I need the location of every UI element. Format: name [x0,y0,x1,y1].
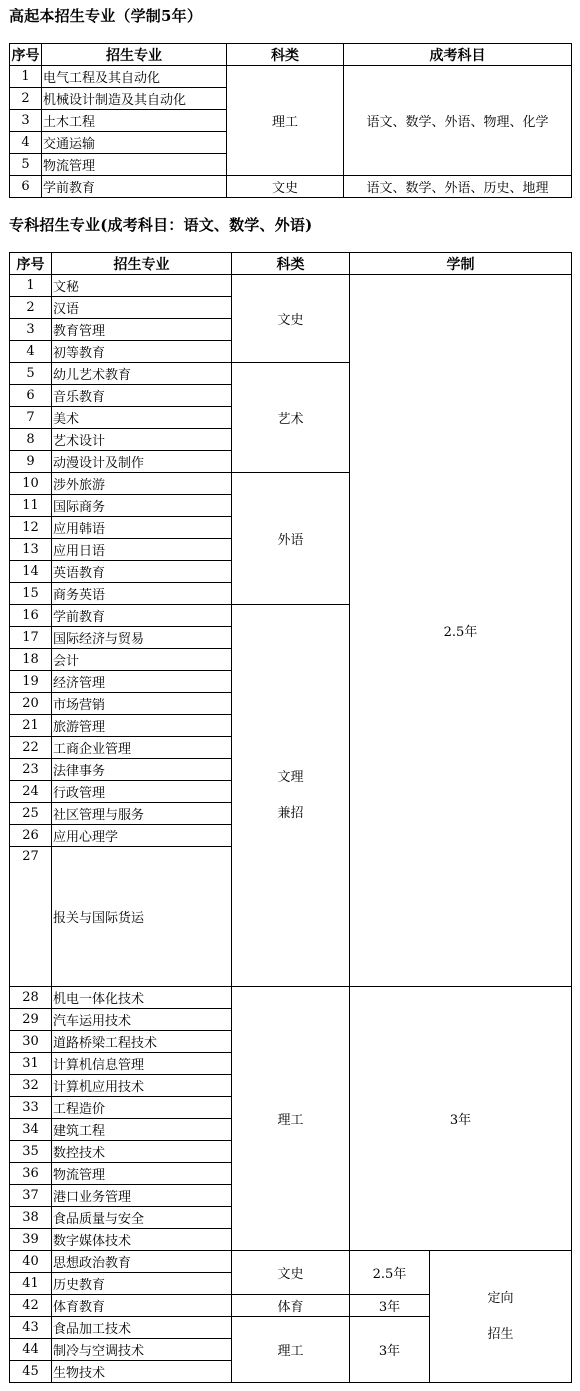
row-major: 美术 [52,407,232,429]
row-no: 26 [10,825,52,847]
row-major: 应用心理学 [52,825,232,847]
row-major: 艺术设计 [52,429,232,451]
header-major: 招生专业 [42,44,227,66]
header-no: 序号 [10,253,52,275]
category-cell: 理工 [232,987,350,1251]
row-no: 40 [10,1251,52,1273]
row-major: 动漫设计及制作 [52,451,232,473]
row-no: 19 [10,671,52,693]
header-category: 科类 [227,44,344,66]
row-no: 42 [10,1295,52,1317]
table-row [10,987,572,1009]
row-no: 10 [10,473,52,495]
duration-cell: 2.5年 [350,1251,430,1295]
category-cell: 外语 [232,473,350,605]
row-no: 34 [10,1119,52,1141]
row-no: 17 [10,627,52,649]
section-title-junior-college: 专科招生专业(成考科目：语文、数学、外语) [9,216,313,234]
subjects-cell: 语文、数学、外语、物理、化学 [344,66,572,176]
row-no: 36 [10,1163,52,1185]
row-major: 计算机应用技术 [52,1075,232,1097]
row-major: 汉语 [52,297,232,319]
row-major: 旅游管理 [52,715,232,737]
duration-cell: 3年 [350,1295,430,1317]
row-no: 31 [10,1053,52,1075]
row-no: 21 [10,715,52,737]
row-no: 37 [10,1185,52,1207]
row-major: 行政管理 [52,781,232,803]
undergrad-majors-table [9,43,572,198]
category-cell-line: 兼招 [277,805,304,821]
row-major: 思想政治教育 [52,1251,232,1273]
row-major: 涉外旅游 [52,473,232,495]
junior-college-majors-table [9,252,572,1383]
row-major: 港口业务管理 [52,1185,232,1207]
directed-enrollment-cell-line: 招生 [487,1326,514,1342]
row-major: 体育教育 [52,1295,232,1317]
row-major: 工商企业管理 [52,737,232,759]
row-no: 7 [10,407,52,429]
row-no: 1 [10,66,42,88]
directed-enrollment-cell-line: 定向 [487,1290,514,1306]
row-no: 14 [10,561,52,583]
row-major: 电气工程及其自动化 [42,66,227,88]
row-major: 教育管理 [52,319,232,341]
row-major: 商务英语 [52,583,232,605]
row-no: 38 [10,1207,52,1229]
table-row [10,176,572,198]
row-major: 学前教育 [52,605,232,627]
row-major: 汽车运用技术 [52,1009,232,1031]
row-no: 18 [10,649,52,671]
category-cell: 体育 [232,1295,350,1317]
row-no: 29 [10,1009,52,1031]
category-cell [232,605,350,987]
row-no: 12 [10,517,52,539]
row-major: 机械设计制造及其自动化 [42,88,227,110]
category-cell: 文史 [227,176,344,198]
row-no: 13 [10,539,52,561]
row-major: 土木工程 [42,110,227,132]
row-major: 报关与国际货运 [52,847,232,987]
category-cell: 文史 [232,1251,350,1295]
row-no: 39 [10,1229,52,1251]
category-cell: 理工 [227,66,344,176]
row-major: 会计 [52,649,232,671]
row-major: 音乐教育 [52,385,232,407]
row-major: 法律事务 [52,759,232,781]
row-no: 4 [10,341,52,363]
table-row [10,66,572,88]
row-no: 8 [10,429,52,451]
row-major: 经济管理 [52,671,232,693]
row-no: 4 [10,132,42,154]
table-row [10,275,572,297]
row-major: 初等教育 [52,341,232,363]
row-no: 25 [10,803,52,825]
row-no: 27 [10,847,52,987]
row-no: 6 [10,385,52,407]
row-no: 30 [10,1031,52,1053]
table-header-row [10,253,572,275]
subjects-cell: 语文、数学、外语、历史、地理 [344,176,572,198]
row-major: 英语教育 [52,561,232,583]
row-no: 15 [10,583,52,605]
row-no: 41 [10,1273,52,1295]
row-no: 5 [10,154,42,176]
row-no: 6 [10,176,42,198]
row-no: 5 [10,363,52,385]
directed-enrollment-cell [430,1251,572,1383]
row-no: 1 [10,275,52,297]
header-duration: 学制 [350,253,572,275]
table-row [10,1251,572,1273]
row-no: 3 [10,110,42,132]
row-major: 国际经济与贸易 [52,627,232,649]
row-major: 工程造价 [52,1097,232,1119]
row-major: 文秘 [52,275,232,297]
row-major: 幼儿艺术教育 [52,363,232,385]
row-no: 22 [10,737,52,759]
row-major: 道路桥梁工程技术 [52,1031,232,1053]
row-major: 数控技术 [52,1141,232,1163]
row-no: 2 [10,297,52,319]
category-cell: 艺术 [232,363,350,473]
row-major: 计算机信息管理 [52,1053,232,1075]
row-major: 国际商务 [52,495,232,517]
row-no: 43 [10,1317,52,1339]
row-no: 3 [10,319,52,341]
row-no: 33 [10,1097,52,1119]
row-no: 32 [10,1075,52,1097]
duration-cell: 3年 [350,987,572,1251]
row-no: 44 [10,1339,52,1361]
row-major: 机电一体化技术 [52,987,232,1009]
row-no: 24 [10,781,52,803]
header-no: 序号 [10,44,42,66]
category-cell: 文史 [232,275,350,363]
row-major: 食品质量与安全 [52,1207,232,1229]
row-major: 应用韩语 [52,517,232,539]
row-major: 历史教育 [52,1273,232,1295]
row-major: 市场营销 [52,693,232,715]
row-major: 物流管理 [42,154,227,176]
row-major: 食品加工技术 [52,1317,232,1339]
row-no: 2 [10,88,42,110]
duration-cell: 3年 [350,1317,430,1383]
header-subjects: 成考科目 [344,44,572,66]
row-major: 物流管理 [52,1163,232,1185]
category-cell-line: 文理 [277,769,304,785]
row-no: 23 [10,759,52,781]
row-no: 11 [10,495,52,517]
duration-cell: 2.5年 [350,275,572,987]
row-major: 交通运输 [42,132,227,154]
row-no: 9 [10,451,52,473]
row-no: 20 [10,693,52,715]
row-no: 16 [10,605,52,627]
header-major: 招生专业 [52,253,232,275]
table-header-row [10,44,572,66]
header-category: 科类 [232,253,350,275]
row-major: 社区管理与服务 [52,803,232,825]
row-major: 应用日语 [52,539,232,561]
row-no: 45 [10,1361,52,1383]
row-major: 生物技术 [52,1361,232,1383]
row-no: 35 [10,1141,52,1163]
category-cell: 理工 [232,1317,350,1383]
row-major: 建筑工程 [52,1119,232,1141]
row-major: 数字媒体技术 [52,1229,232,1251]
row-no: 28 [10,987,52,1009]
row-major: 学前教育 [42,176,227,198]
row-major: 制冷与空调技术 [52,1339,232,1361]
section-title-undergrad: 高起本招生专业（学制5年） [9,7,203,25]
